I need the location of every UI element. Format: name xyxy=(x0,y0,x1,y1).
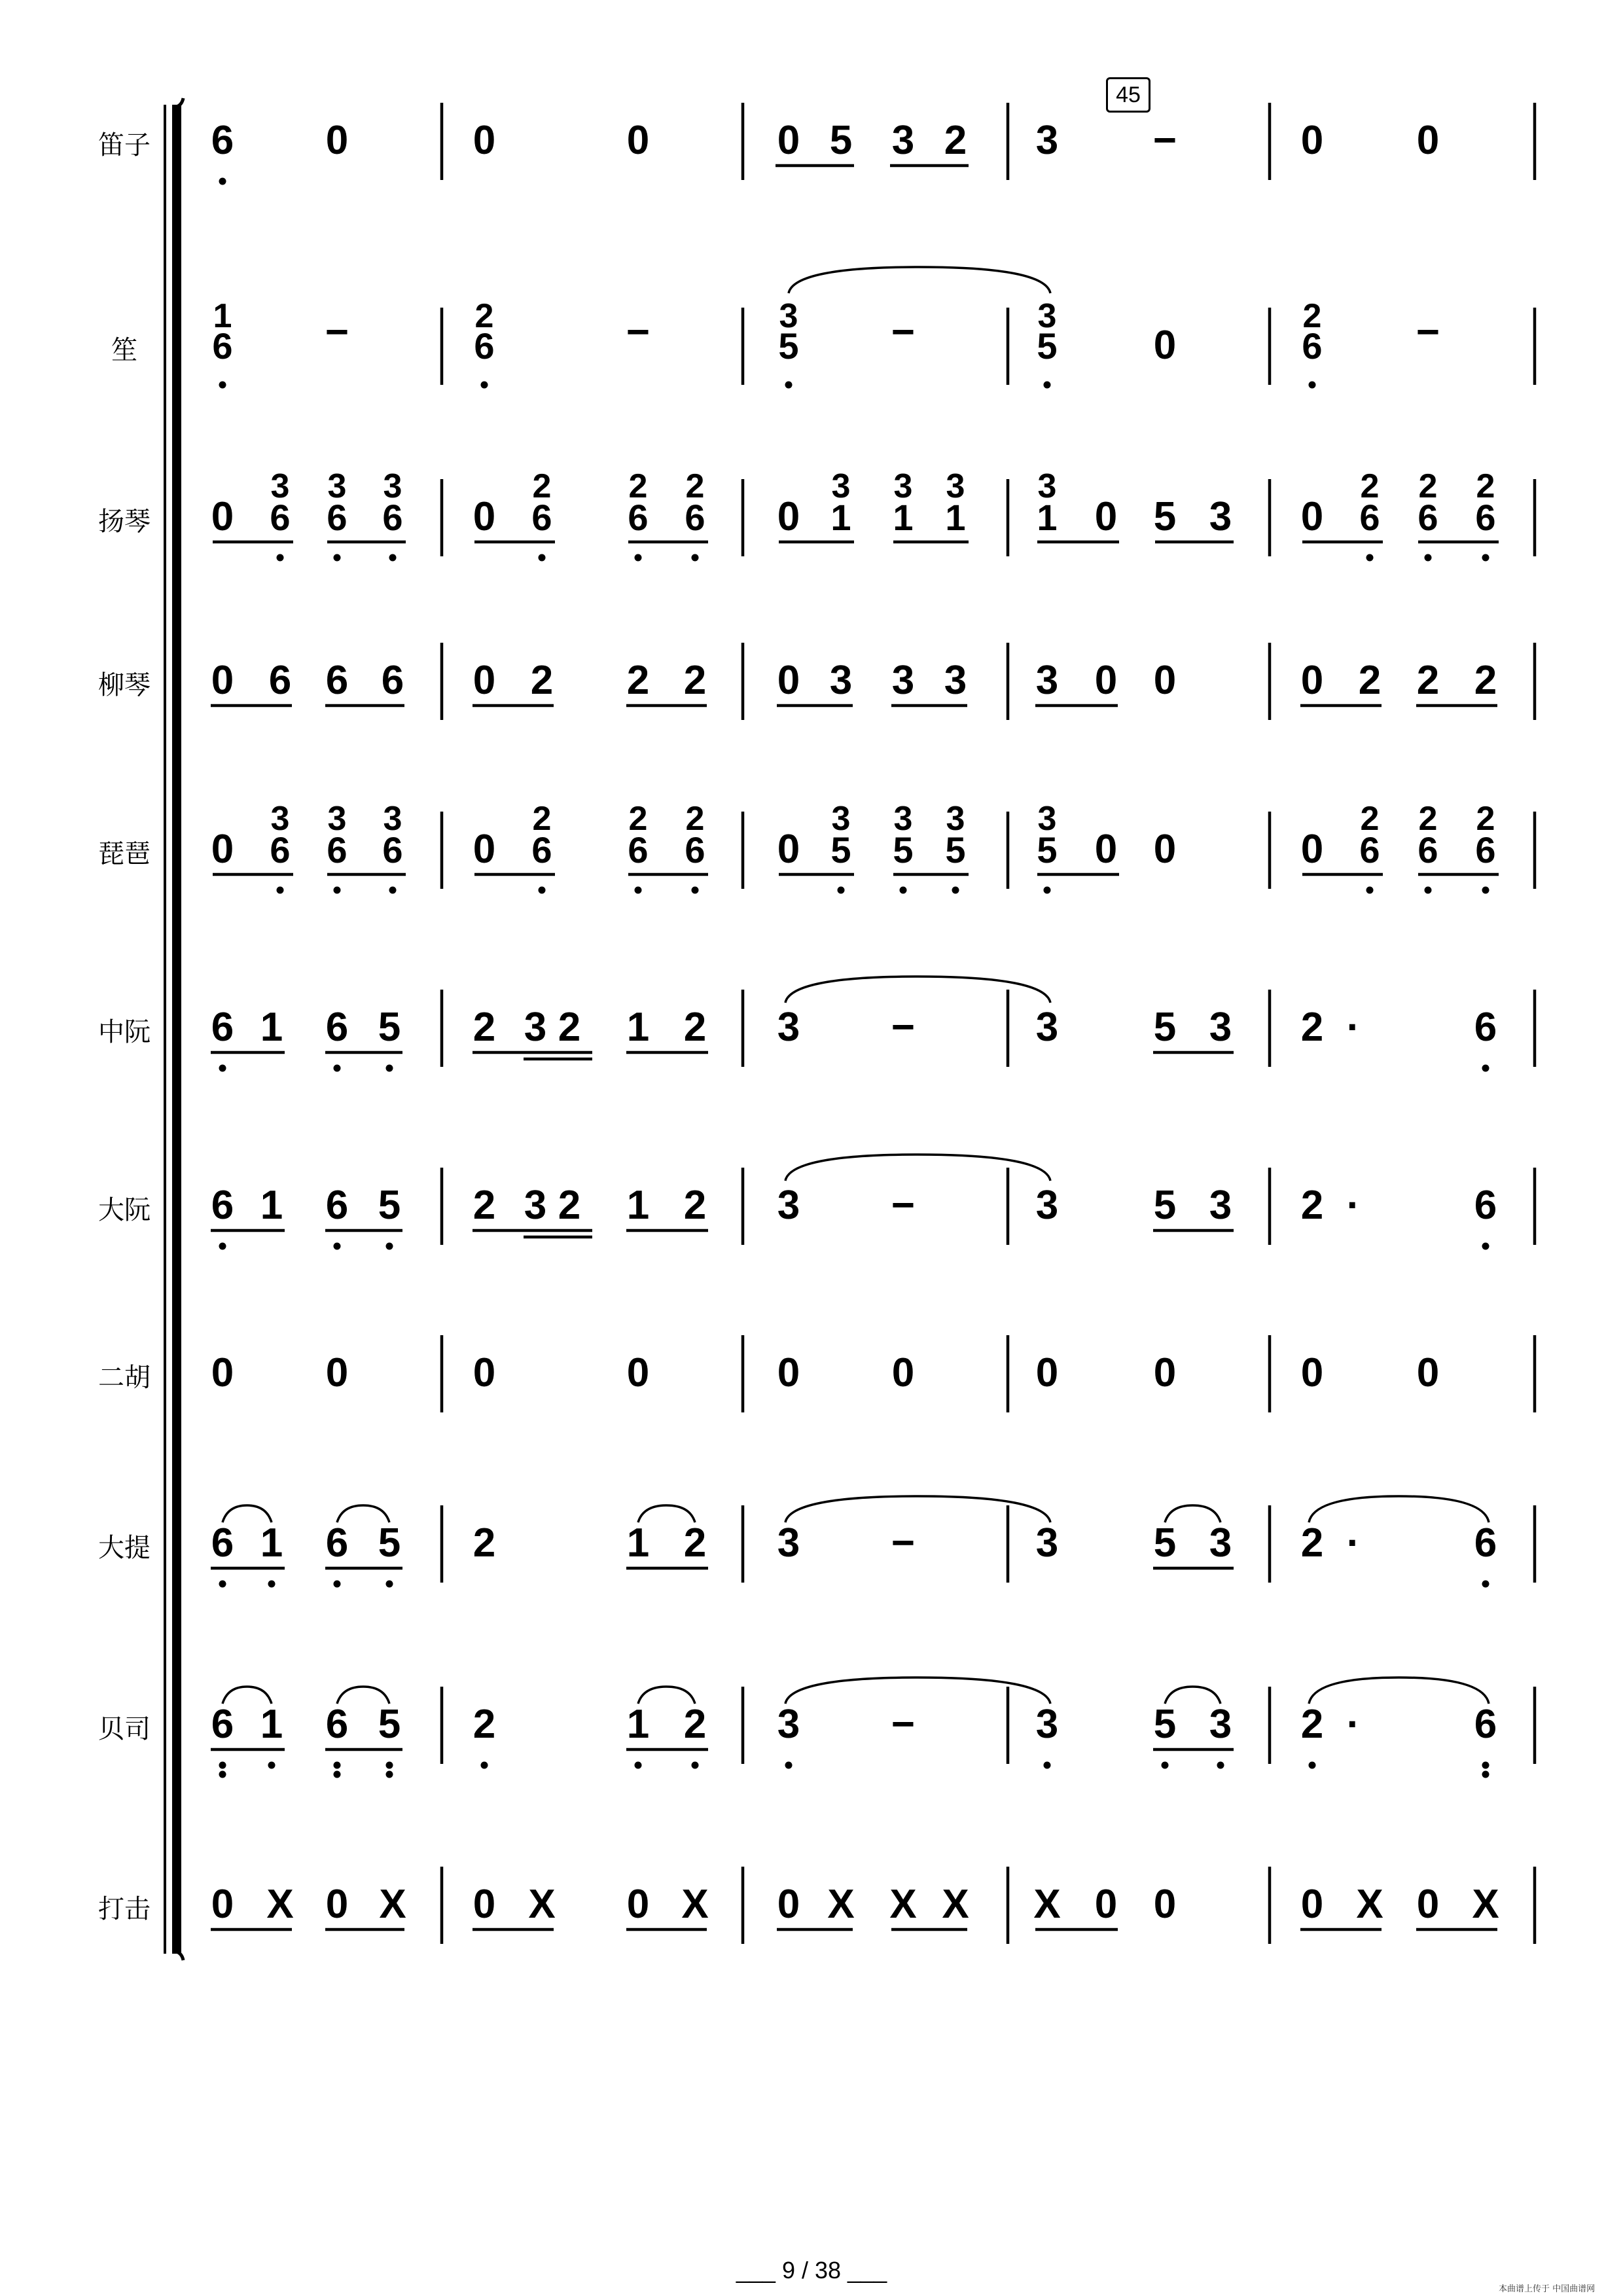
note: 3 xyxy=(946,800,965,838)
octave-dot xyxy=(1044,382,1051,389)
note: 2 xyxy=(944,118,967,163)
octave-dot xyxy=(539,887,546,894)
octave-dot xyxy=(1217,1762,1224,1769)
octave-dot xyxy=(539,554,546,562)
octave-dot xyxy=(1366,554,1374,562)
note: 6 xyxy=(327,497,348,538)
note: 6 xyxy=(382,829,403,870)
note: 5 xyxy=(1153,494,1177,539)
octave-dot xyxy=(692,554,699,562)
note: 3 xyxy=(1035,1520,1059,1566)
note: − xyxy=(891,1702,916,1747)
note: 3 xyxy=(524,1183,547,1228)
instrument-label: 笙 xyxy=(111,335,137,365)
note: 2 xyxy=(473,1005,496,1050)
note: 2 xyxy=(473,1702,496,1747)
note: 3 xyxy=(1035,658,1059,703)
note: − xyxy=(626,310,651,355)
note: 3 xyxy=(891,118,915,163)
note: 0 xyxy=(1094,1882,1118,1927)
note: 5 xyxy=(378,1702,401,1747)
note: 0 xyxy=(777,827,800,872)
octave-dot xyxy=(1309,1762,1316,1769)
instrument-label: 贝司 xyxy=(98,1714,151,1744)
note: 0 xyxy=(626,1350,650,1395)
note: 2 xyxy=(530,658,554,703)
octave-dot xyxy=(692,1762,699,1769)
octave-dot xyxy=(219,1243,226,1250)
note: 3 xyxy=(383,467,402,505)
note: 1 xyxy=(260,1183,283,1228)
note: X xyxy=(1472,1882,1499,1927)
note: 6 xyxy=(1475,497,1496,538)
note: X xyxy=(528,1882,556,1927)
note: 0 xyxy=(1300,827,1324,872)
octave-dot xyxy=(334,554,341,562)
octave-dot xyxy=(277,554,284,562)
note: 2 xyxy=(626,658,650,703)
note: 2 xyxy=(685,800,705,838)
note: 0 xyxy=(473,1882,496,1927)
tie xyxy=(785,977,1050,1003)
note: 1 xyxy=(1037,497,1058,538)
note: 0 xyxy=(1094,827,1118,872)
note: 0 xyxy=(1153,1350,1177,1395)
octave-dot xyxy=(692,887,699,894)
note: 0 xyxy=(473,827,496,872)
note: 2 xyxy=(558,1183,581,1228)
note: 1 xyxy=(626,1520,650,1566)
note: 6 xyxy=(628,497,649,538)
note: 3 xyxy=(1209,1005,1232,1050)
note: 3 xyxy=(777,1183,800,1228)
note: 0 xyxy=(777,494,800,539)
note: 3 xyxy=(1037,800,1057,838)
octave-dot xyxy=(1044,1762,1051,1769)
octave-dot xyxy=(277,887,284,894)
octave-dot xyxy=(389,554,397,562)
note: 2 xyxy=(1358,658,1382,703)
note: 6 xyxy=(685,829,705,870)
note: 6 xyxy=(270,829,291,870)
note: 6 xyxy=(1302,325,1323,367)
note: 2 xyxy=(474,297,494,335)
note: 6 xyxy=(325,1005,349,1050)
octave-dot xyxy=(268,1762,276,1769)
octave-dot xyxy=(785,1762,793,1769)
tie xyxy=(1309,1677,1489,1704)
note: 1 xyxy=(830,497,851,538)
note: 0 xyxy=(777,118,800,163)
note: 3 xyxy=(1209,494,1232,539)
bracket-hook-top xyxy=(177,98,183,107)
note: 3 xyxy=(1037,297,1057,335)
note: − xyxy=(891,1520,916,1566)
note: 0 xyxy=(777,658,800,703)
note: 2 xyxy=(628,467,648,505)
note: 1 xyxy=(893,497,914,538)
note: 2 xyxy=(1418,467,1438,505)
octave-dot xyxy=(1482,1771,1489,1778)
octave-dot xyxy=(635,554,642,562)
octave-dot xyxy=(785,382,793,389)
note: 0 xyxy=(1300,118,1324,163)
note: 2 xyxy=(1416,658,1440,703)
note: 0 xyxy=(1300,494,1324,539)
note: − xyxy=(891,1183,916,1228)
note: 6 xyxy=(382,497,403,538)
note: 2 xyxy=(1476,467,1495,505)
note: 6 xyxy=(1359,497,1380,538)
note: 1 xyxy=(260,1702,283,1747)
note: 6 xyxy=(1474,1702,1497,1747)
note: − xyxy=(891,310,916,355)
note: 0 xyxy=(891,1350,915,1395)
note: 2 xyxy=(1302,297,1322,335)
note: 3 xyxy=(1035,118,1059,163)
note: 3 xyxy=(1035,1183,1059,1228)
tie xyxy=(789,267,1050,293)
instrument-label: 大提 xyxy=(98,1533,151,1563)
octave-dot xyxy=(219,178,226,185)
note: 2 xyxy=(683,1183,707,1228)
octave-dot xyxy=(1482,1581,1489,1588)
note: − xyxy=(325,310,349,355)
octave-dot xyxy=(334,1581,341,1588)
bracket-hook-bottom xyxy=(177,1952,183,1960)
note: 2 xyxy=(1300,1702,1324,1747)
note: 5 xyxy=(378,1183,401,1228)
instrument-label: 柳琴 xyxy=(98,670,151,700)
note: 5 xyxy=(778,325,799,367)
note: 0 xyxy=(1416,1350,1440,1395)
note: 6 xyxy=(628,829,649,870)
note: 2 xyxy=(683,1520,707,1566)
octave-dot xyxy=(1482,1762,1489,1769)
note: 3 xyxy=(327,800,347,838)
note: 3 xyxy=(893,800,913,838)
note: 0 xyxy=(211,827,234,872)
note: 0 xyxy=(1416,118,1440,163)
note: 3 xyxy=(891,658,915,703)
note: 0 xyxy=(1153,827,1177,872)
octave-dot xyxy=(386,1762,393,1769)
note: 2 xyxy=(683,1005,707,1050)
note: 0 xyxy=(626,1882,650,1927)
note: 6 xyxy=(381,658,404,703)
note: 2 xyxy=(1476,800,1495,838)
note: 0 xyxy=(473,118,496,163)
octave-dot xyxy=(952,887,959,894)
note: 2 xyxy=(473,1520,496,1566)
note: X xyxy=(266,1882,294,1927)
octave-dot xyxy=(334,887,341,894)
note: 5 xyxy=(1153,1005,1177,1050)
note: 1 xyxy=(945,497,966,538)
note: 3 xyxy=(270,467,290,505)
note: 2 xyxy=(683,1702,707,1747)
note: X xyxy=(827,1882,855,1927)
note: 0 xyxy=(1300,658,1324,703)
note: 0 xyxy=(325,118,349,163)
octave-dot xyxy=(219,1762,226,1769)
octave-dot xyxy=(1425,554,1432,562)
note: · xyxy=(1346,1005,1361,1050)
octave-dot xyxy=(635,1762,642,1769)
note: X xyxy=(1356,1882,1383,1927)
note: X xyxy=(889,1882,917,1927)
instrument-label: 琵琶 xyxy=(98,839,151,869)
instrument-label: 二胡 xyxy=(98,1363,151,1393)
octave-dot xyxy=(481,1762,488,1769)
note: 0 xyxy=(777,1882,800,1927)
rehearsal-mark: 45 xyxy=(1106,77,1150,113)
octave-dot xyxy=(1482,1243,1489,1250)
note: 3 xyxy=(1035,1702,1059,1747)
octave-dot xyxy=(334,1771,341,1778)
note: 2 xyxy=(1360,800,1380,838)
note: 2 xyxy=(1300,1520,1324,1566)
note: 6 xyxy=(1418,829,1438,870)
note: 3 xyxy=(777,1702,800,1747)
note: 0 xyxy=(211,658,234,703)
note: 6 xyxy=(211,1183,234,1228)
note: 0 xyxy=(1153,1882,1177,1927)
note: 5 xyxy=(378,1520,401,1566)
octave-dot xyxy=(1425,887,1432,894)
octave-dot xyxy=(219,1065,226,1072)
note: 1 xyxy=(626,1183,650,1228)
note: 6 xyxy=(325,658,349,703)
note: 6 xyxy=(1359,829,1380,870)
note: 6 xyxy=(325,1183,349,1228)
note: 3 xyxy=(524,1005,547,1050)
note: 0 xyxy=(473,494,496,539)
note: 3 xyxy=(1037,467,1057,505)
note: 5 xyxy=(1153,1702,1177,1747)
note: 1 xyxy=(213,297,232,335)
note: 0 xyxy=(211,494,234,539)
octave-dot xyxy=(386,1243,393,1250)
note: 2 xyxy=(1474,658,1497,703)
note: 3 xyxy=(831,800,851,838)
instrument-label: 打击 xyxy=(98,1894,151,1924)
note: 3 xyxy=(1209,1702,1232,1747)
note: 6 xyxy=(1418,497,1438,538)
note: 6 xyxy=(211,1702,234,1747)
note: · xyxy=(1346,1702,1361,1747)
note: 6 xyxy=(531,829,552,870)
note: X xyxy=(1033,1882,1061,1927)
octave-dot xyxy=(334,1762,341,1769)
octave-dot xyxy=(1482,1065,1489,1072)
note: 5 xyxy=(1037,829,1058,870)
note: 0 xyxy=(211,1882,234,1927)
page-number: ___ 9 / 38 ___ xyxy=(736,2257,887,2284)
octave-dot xyxy=(386,1065,393,1072)
octave-dot xyxy=(1309,382,1316,389)
note: 6 xyxy=(685,497,705,538)
note: 6 xyxy=(531,497,552,538)
note: 5 xyxy=(1153,1520,1177,1566)
octave-dot xyxy=(334,1065,341,1072)
note: 3 xyxy=(831,467,851,505)
note: 0 xyxy=(1035,1350,1059,1395)
octave-dot xyxy=(838,887,845,894)
note: 0 xyxy=(325,1350,349,1395)
note: 6 xyxy=(270,497,291,538)
note: 6 xyxy=(212,325,233,367)
note: · xyxy=(1346,1183,1361,1228)
note: 3 xyxy=(944,658,967,703)
note: 3 xyxy=(779,297,798,335)
note: 1 xyxy=(260,1005,283,1050)
note: 5 xyxy=(893,829,914,870)
note: 5 xyxy=(1037,325,1058,367)
note: 1 xyxy=(260,1520,283,1566)
note: 6 xyxy=(1474,1520,1497,1566)
watermark-footer: 本曲谱上传于 中国曲谱网 xyxy=(1499,2284,1596,2294)
note: 6 xyxy=(1474,1005,1497,1050)
note: 2 xyxy=(628,800,648,838)
note: X xyxy=(681,1882,709,1927)
note: 5 xyxy=(945,829,966,870)
note: 0 xyxy=(211,1350,234,1395)
octave-dot xyxy=(386,1581,393,1588)
octave-dot xyxy=(1482,887,1489,894)
note: 3 xyxy=(1209,1183,1232,1228)
note: 2 xyxy=(558,1005,581,1050)
note: 0 xyxy=(1094,494,1118,539)
note: 2 xyxy=(473,1183,496,1228)
note: 0 xyxy=(1094,658,1118,703)
note: 5 xyxy=(1153,1183,1177,1228)
note: 3 xyxy=(893,467,913,505)
octave-dot xyxy=(219,1771,226,1778)
octave-dot xyxy=(219,382,226,389)
octave-dot xyxy=(481,382,488,389)
note: 0 xyxy=(626,118,650,163)
octave-dot xyxy=(334,1243,341,1250)
tie xyxy=(1309,1496,1489,1522)
note: 0 xyxy=(1153,658,1177,703)
note: 2 xyxy=(685,467,705,505)
octave-dot xyxy=(1366,887,1374,894)
note: − xyxy=(1152,118,1177,163)
note: 3 xyxy=(1209,1520,1232,1566)
tie xyxy=(785,1155,1050,1181)
note: 2 xyxy=(1418,800,1438,838)
octave-dot xyxy=(1044,887,1051,894)
note: 0 xyxy=(777,1350,800,1395)
note: 6 xyxy=(325,1520,349,1566)
note: 6 xyxy=(1475,829,1496,870)
note: − xyxy=(891,1005,916,1050)
octave-dot xyxy=(635,887,642,894)
note: 2 xyxy=(1360,467,1380,505)
note: 0 xyxy=(1300,1882,1324,1927)
note: 0 xyxy=(1416,1882,1440,1927)
note: 0 xyxy=(1153,323,1177,368)
note: 5 xyxy=(829,118,853,163)
tie xyxy=(785,1677,1050,1704)
note: 2 xyxy=(1300,1005,1324,1050)
note: 0 xyxy=(1300,1350,1324,1395)
octave-dot xyxy=(389,887,397,894)
note: · xyxy=(1346,1520,1361,1566)
instrument-label: 中阮 xyxy=(98,1017,151,1047)
note: 1 xyxy=(626,1702,650,1747)
octave-dot xyxy=(268,1581,276,1588)
note: 0 xyxy=(473,1350,496,1395)
note: 6 xyxy=(211,1520,234,1566)
note: 6 xyxy=(211,118,234,163)
instrument-label: 扬琴 xyxy=(98,507,151,537)
octave-dot xyxy=(386,1771,393,1778)
note: 2 xyxy=(532,467,552,505)
octave-dot xyxy=(900,887,907,894)
note: 2 xyxy=(683,658,707,703)
note: 3 xyxy=(383,800,402,838)
note: 0 xyxy=(473,658,496,703)
note: 5 xyxy=(830,829,851,870)
note: 3 xyxy=(1035,1005,1059,1050)
note: 2 xyxy=(532,800,552,838)
note: X xyxy=(942,1882,969,1927)
note: 5 xyxy=(378,1005,401,1050)
note: 1 xyxy=(626,1005,650,1050)
note: 6 xyxy=(474,325,495,367)
note: 6 xyxy=(268,658,292,703)
note: 3 xyxy=(327,467,347,505)
note: 3 xyxy=(270,800,290,838)
octave-dot xyxy=(1482,554,1489,562)
note: 3 xyxy=(946,467,965,505)
instrument-label: 笛子 xyxy=(98,130,151,160)
note: 6 xyxy=(1474,1183,1497,1228)
note: 6 xyxy=(325,1702,349,1747)
note: 2 xyxy=(1300,1183,1324,1228)
note: 6 xyxy=(211,1005,234,1050)
note: 3 xyxy=(777,1005,800,1050)
note: − xyxy=(1416,310,1440,355)
instrument-label: 大阮 xyxy=(98,1195,151,1225)
note: 0 xyxy=(325,1882,349,1927)
note: 3 xyxy=(829,658,853,703)
tie xyxy=(785,1496,1050,1522)
note: 6 xyxy=(327,829,348,870)
octave-dot xyxy=(1162,1762,1169,1769)
octave-dot xyxy=(219,1581,226,1588)
note: X xyxy=(379,1882,406,1927)
note: 3 xyxy=(777,1520,800,1566)
